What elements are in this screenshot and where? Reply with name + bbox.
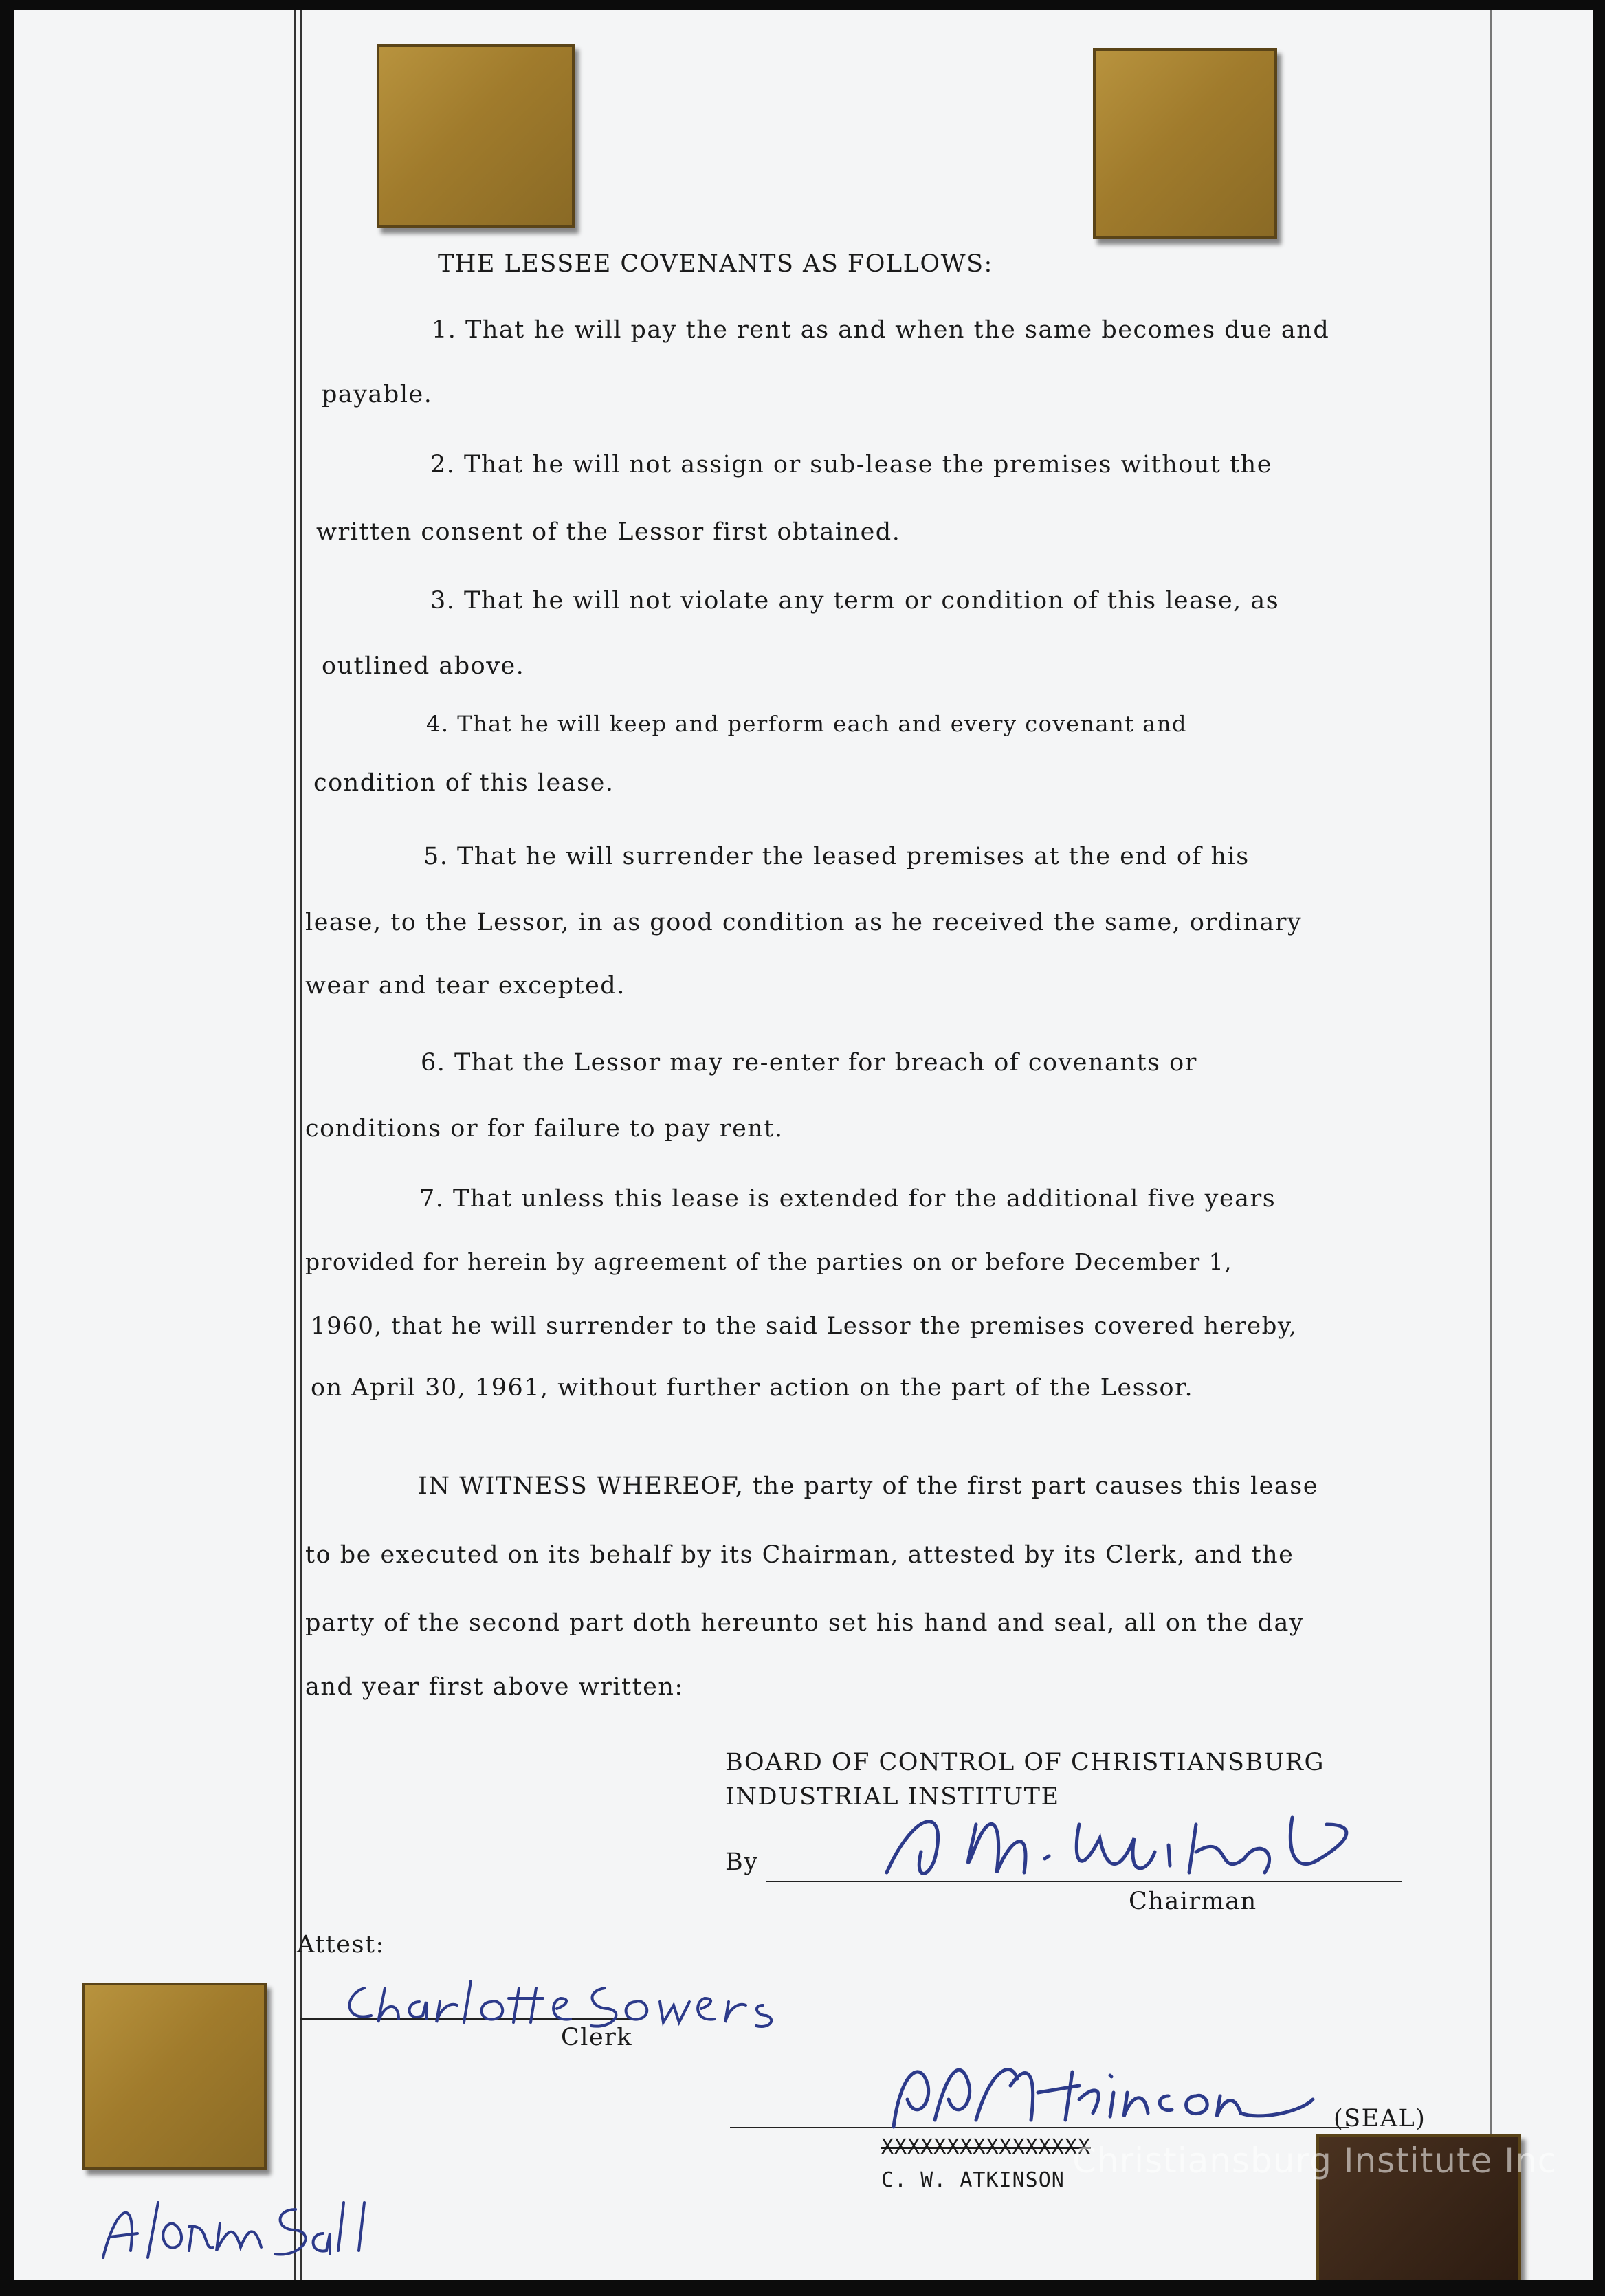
witness-line: party of the second part doth hereunto set his hand and seal, all on the day: [305, 1609, 1305, 1637]
covenant-7-line: provided for herein by agreement of the parties on or before December 1,: [305, 1248, 1233, 1275]
covenant-6-line: conditions or for failure to pay rent.: [305, 1115, 784, 1143]
witness-line: to be executed on its behalf by its Chairman, attested by its Clerk, and the: [305, 1541, 1294, 1569]
struck-out-typed-name: XXXXXXXXXXXXXXXX: [881, 2135, 1091, 2159]
covenant-3-line: outlined above.: [322, 652, 525, 680]
chairman-label: Chairman: [1129, 1888, 1257, 1915]
covenant-2-line: written consent of the Lessor first obtained.: [316, 518, 901, 546]
witness-line: IN WITNESS WHEREOF, the party of the first part causes this lease: [418, 1472, 1318, 1500]
lessee-signature: [873, 2044, 1368, 2141]
clerk-label: Clerk: [561, 2024, 633, 2051]
margin-signature: [89, 2182, 406, 2271]
covenant-7-line: 1960, that he will surrender to the said Lessor the premises covered hereby,: [311, 1312, 1298, 1340]
covenant-5-line: 5. That he will surrender the leased premises at the end of his: [423, 843, 1250, 870]
covenant-3-line: 3. That he will not violate any term or condition of this lease, as: [430, 587, 1280, 615]
watermark-text: Christiansburg Institute Inc: [1072, 2141, 1558, 2181]
seal-label: (SEAL): [1333, 2105, 1426, 2132]
covenant-1-line: 1. That he will pay the rent as and when the same becomes due and: [432, 316, 1330, 344]
covenant-5-line: lease, to the Lessor, in as good condition as he received the same, ordinary: [305, 909, 1303, 936]
covenant-7-line: 7. That unless this lease is extended for the additional five years: [419, 1185, 1276, 1213]
covenant-6-line: 6. That the Lessor may re-enter for breach of covenants or: [421, 1049, 1197, 1077]
brass-paperweight: [377, 44, 575, 228]
brass-paperweight: [82, 1983, 267, 2170]
right-margin-rule: [1490, 10, 1492, 2280]
covenants-heading: THE LESSEE COVENANTS AS FOLLOWS:: [438, 250, 993, 278]
lessee-typed-name: C. W. ATKINSON: [881, 2168, 1065, 2192]
left-margin-rule: [294, 10, 296, 2280]
chairman-signature: [873, 1797, 1423, 1893]
covenant-7-line: on April 30, 1961, without further action on the part of the Lessor.: [311, 1374, 1194, 1402]
brass-paperweight: [1093, 48, 1277, 239]
board-name-line: BOARD OF CONTROL OF CHRISTIANSBURG: [725, 1749, 1325, 1776]
lease-page: [14, 10, 1593, 2280]
covenant-5-line: wear and tear excepted.: [305, 972, 626, 1000]
covenant-4-line: condition of this lease.: [313, 769, 615, 797]
by-label: By: [725, 1848, 759, 1876]
witness-line: and year first above written:: [305, 1673, 684, 1701]
board-name-line: INDUSTRIAL INSTITUTE: [725, 1783, 1060, 1811]
covenant-2-line: 2. That he will not assign or sub-lease the premises without the: [430, 451, 1272, 478]
attest-label: Attest:: [297, 1931, 385, 1958]
covenant-4-line: 4. That he will keep and perform each and every covenant and: [426, 711, 1187, 737]
covenant-1-line: payable.: [322, 381, 433, 408]
